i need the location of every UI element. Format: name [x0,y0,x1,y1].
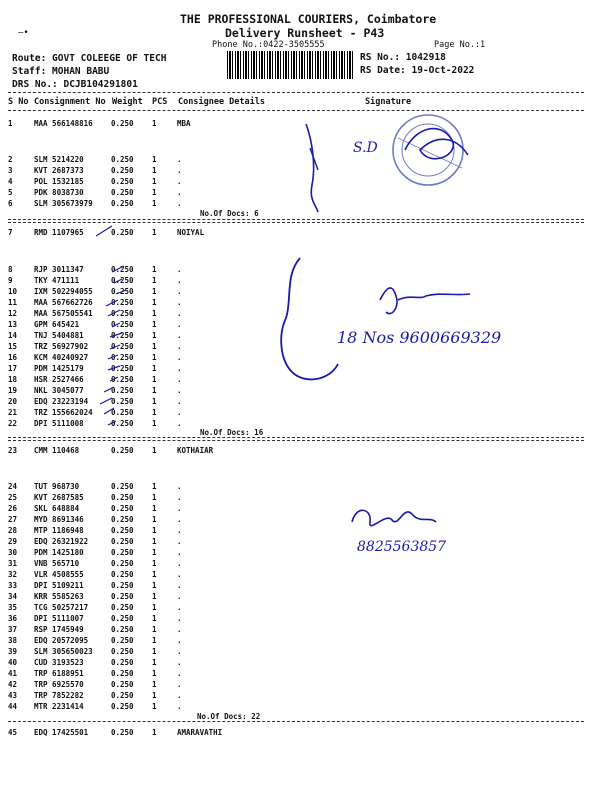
table-cell: 0.250 [111,603,134,612]
table-cell: 21 [8,408,18,417]
table-cell: 1 [152,408,157,417]
table-cell: 6 [8,199,13,208]
table-cell: 45 [8,728,18,737]
table-cell: . [177,276,182,285]
table-cell: . [177,669,182,678]
table-cell: . [177,647,182,656]
table-cell: 1 [152,119,157,128]
drs-number: DRS No.: DCJB104291801 [12,79,138,90]
table-cell: 1 [152,309,157,318]
docs-count: No.Of Docs: 22 [197,712,261,721]
table-cell: 1 [152,680,157,689]
table-cell: 0.250 [111,364,134,373]
table-cell: CMM 110468 [34,446,80,455]
table-cell: 20 [8,397,18,406]
table-cell: 18 [8,375,18,384]
table-cell: 0.250 [111,320,134,329]
table-cell: TNJ 5404881 [34,331,84,340]
table-cell: 16 [8,353,18,362]
table-cell: 0.250 [111,397,134,406]
table-cell: MTP 1186948 [34,526,84,535]
table-cell: 39 [8,647,18,656]
docs-count: No.Of Docs: 16 [200,428,264,437]
table-cell: 9 [8,276,13,285]
table-cell: 38 [8,636,18,645]
table-cell: 1 [152,482,157,491]
table-cell: PDM 1425179 [34,364,84,373]
table-cell: 1 [152,548,157,557]
table-cell: 0.250 [111,375,134,384]
table-cell: . [177,364,182,373]
table-cell: 4 [8,177,13,186]
table-cell: 1 [152,199,157,208]
table-cell: 0.250 [111,353,134,362]
table-cell: RJP 3011347 [34,265,84,274]
table-cell: 17 [8,364,18,373]
table-cell: . [177,537,182,546]
table-cell: 25 [8,493,18,502]
table-cell: 41 [8,669,18,678]
signature-scribble [380,288,470,314]
table-cell: MAA 567505541 [34,309,93,318]
tick-marks [96,226,126,425]
table-cell: 1 [152,320,157,329]
table-cell: 24 [8,482,18,491]
table-cell: 0.250 [111,559,134,568]
header-mark-icon: –• [18,28,29,38]
table-cell: 1 [152,504,157,513]
table-cell: 1 [152,636,157,645]
table-cell: . [177,592,182,601]
table-cell: NOIYAL [177,228,205,237]
table-cell: 0.250 [111,570,134,579]
table-cell: 1 [152,287,157,296]
table-cell: 1 [152,537,157,546]
table-cell: . [177,199,182,208]
table-cell: EDQ 20572095 [34,636,89,645]
table-cell: . [177,548,182,557]
table-cell: 13 [8,320,18,329]
col-weight: Weight [112,97,143,107]
table-cell: . [177,680,182,689]
table-cell: 1 [152,177,157,186]
table-cell: 0.250 [111,515,134,524]
col-signature: Signature [365,97,412,107]
table-cell: 1 [152,570,157,579]
table-cell: TRP 7852282 [34,691,84,700]
table-cell: 1 [152,419,157,428]
table-cell: KCM 40240927 [34,353,89,362]
table-cell: MAA 567662726 [34,298,93,307]
table-cell: . [177,636,182,645]
col-sno: S No [8,97,29,107]
table-cell: 0.250 [111,419,134,428]
table-cell: SLM 305673979 [34,199,93,208]
table-cell: 1 [152,188,157,197]
table-cell: SLM 305650023 [34,647,93,656]
table-cell: 14 [8,331,18,340]
table-cell: 0.250 [111,548,134,557]
table-cell: 1 [152,331,157,340]
rs-date: RS Date: 19-Oct-2022 [360,65,475,76]
table-cell: 32 [8,570,18,579]
table-cell: MYD 8691346 [34,515,84,524]
table-cell: 10 [8,287,18,296]
table-cell: RMD 1107965 [34,228,84,237]
table-cell: 31 [8,559,18,568]
table-cell: 30 [8,548,18,557]
handwritten-phone: 8825563857 [357,539,447,555]
table-cell: . [177,353,182,362]
table-cell: TRP 6188951 [34,669,84,678]
table-cell: DPI 5111008 [34,419,84,428]
table-cell: CUD 3193523 [34,658,84,667]
col-consignment: Consignment No [34,97,106,107]
table-cell: 1 [152,728,157,737]
table-cell: 0.250 [111,592,134,601]
table-cell: 12 [8,309,18,318]
table-cell: HSR 2527466 [34,375,84,384]
table-cell: . [177,625,182,634]
bracket-icon [306,124,318,212]
table-cell: 0.250 [111,309,134,318]
table-cell: GPM 645421 [34,320,80,329]
table-cell: 1 [152,515,157,524]
table-cell: 1 [152,625,157,634]
table-cell: . [177,342,182,351]
table-cell: 0.250 [111,155,134,164]
table-cell: SLM 5214220 [34,155,84,164]
table-cell: 0.250 [111,177,134,186]
table-cell: . [177,155,182,164]
table-cell: 0.250 [111,581,134,590]
table-cell: 0.250 [111,702,134,711]
table-cell: EDQ 17425501 [34,728,89,737]
table-cell: 0.250 [111,493,134,502]
table-cell: 0.250 [111,625,134,634]
table-cell: 1 [152,342,157,351]
table-cell: 0.250 [111,658,134,667]
table-cell: 0.250 [111,287,134,296]
table-cell: 1 [152,386,157,395]
table-cell: 1 [152,702,157,711]
table-cell: 0.250 [111,265,134,274]
table-cell: . [177,504,182,513]
table-cell: 0.250 [111,386,134,395]
table-cell: 0.250 [111,408,134,417]
table-cell: 1 [152,446,157,455]
document-title: Delivery Runsheet - P43 [225,26,385,40]
table-cell: SKL 648884 [34,504,80,513]
table-cell: 15 [8,342,18,351]
table-cell: VLR 4508555 [34,570,84,579]
table-cell: 1 [152,276,157,285]
table-cell: NKL 3045077 [34,386,84,395]
table-cell: KOTHAIAR [177,446,214,455]
table-cell: 1 [152,353,157,362]
table-cell: . [177,309,182,318]
col-pcs: PCS [152,97,168,107]
table-cell: . [177,397,182,406]
table-cell: 1 [152,603,157,612]
table-cell: 29 [8,537,18,546]
table-cell: 1 [152,375,157,384]
signature-scribble [352,510,436,525]
table-cell: 1 [8,119,13,128]
table-cell: TCG 50257217 [34,603,89,612]
table-cell: KRR 5585263 [34,592,84,601]
table-cell: 0.250 [111,669,134,678]
table-cell: 1 [152,658,157,667]
table-cell: TKY 471111 [34,276,80,285]
table-cell: . [177,287,182,296]
table-cell: 22 [8,419,18,428]
table-cell: 1 [152,228,157,237]
handwritten-note-sd: S.D [353,140,378,156]
table-cell: 1 [152,493,157,502]
table-cell: KVT 2687373 [34,166,84,175]
table-cell: TUT 968730 [34,482,80,491]
table-cell: . [177,386,182,395]
table-cell: 43 [8,691,18,700]
table-cell: 0.250 [111,331,134,340]
table-cell: 0.250 [111,691,134,700]
table-cell: . [177,614,182,623]
table-cell: 1 [152,166,157,175]
table-cell: 1 [152,614,157,623]
table-cell: 0.250 [111,199,134,208]
table-cell: AMARAVATHI [177,728,223,737]
table-cell: 42 [8,680,18,689]
table-cell: 1 [152,155,157,164]
table-cell: TRP 6925570 [34,680,84,689]
table-cell: . [177,166,182,175]
table-cell: 0.250 [111,446,134,455]
route: Route: GOVT COLEEGE OF TECH [12,53,167,64]
table-cell: 11 [8,298,18,307]
table-cell: 44 [8,702,18,711]
phone-number: Phone No.:0422-3505555 [212,40,325,50]
table-cell: 37 [8,625,18,634]
table-cell: . [177,570,182,579]
table-cell: 0.250 [111,537,134,546]
table-cell: 27 [8,515,18,524]
table-cell: . [177,515,182,524]
table-cell: 40 [8,658,18,667]
table-cell: PDK 8038730 [34,188,84,197]
table-cell: 0.250 [111,119,134,128]
rs-number: RS No.: 1042918 [360,52,446,63]
table-cell: VNB 565710 [34,559,80,568]
table-cell: . [177,188,182,197]
table-cell: 0.250 [111,728,134,737]
table-cell: 0.250 [111,680,134,689]
table-cell: . [177,298,182,307]
table-cell: 0.250 [111,482,134,491]
table-cell: 5 [8,188,13,197]
table-cell: 0.250 [111,188,134,197]
table-cell: 1 [152,592,157,601]
brace-icon [281,258,338,379]
table-cell: 1 [152,298,157,307]
company-name: THE PROFESSIONAL COURIERS, Coimbatore [180,12,437,26]
table-cell: DPI 5111007 [34,614,84,623]
table-cell: 19 [8,386,18,395]
table-cell: . [177,177,182,186]
table-cell: . [177,581,182,590]
table-cell: MBA [177,119,191,128]
table-cell: MTR 2231414 [34,702,84,711]
table-cell: EDQ 23223194 [34,397,89,406]
table-cell: 1 [152,397,157,406]
table-cell: . [177,320,182,329]
table-cell: . [177,408,182,417]
table-cell: 8 [8,265,13,274]
table-cell: 28 [8,526,18,535]
table-cell: 0.250 [111,342,134,351]
table-cell: . [177,691,182,700]
table-cell: . [177,419,182,428]
docs-count: No.Of Docs: 6 [200,209,259,218]
table-cell: 26 [8,504,18,513]
table-cell: 0.250 [111,526,134,535]
table-cell: TRZ 155662024 [34,408,93,417]
table-cell: 0.250 [111,647,134,656]
table-cell: . [177,559,182,568]
table-cell: 0.250 [111,504,134,513]
table-cell: 1 [152,669,157,678]
table-cell: 7 [8,228,13,237]
table-cell: . [177,658,182,667]
table-cell: MAA 566148816 [34,119,93,128]
table-cell: 0.250 [111,166,134,175]
table-cell: 1 [152,691,157,700]
handwritten-note-count-phone: 18 Nos 9600669329 [337,328,502,347]
table-cell: 0.250 [111,614,134,623]
table-cell: . [177,526,182,535]
table-cell: 2 [8,155,13,164]
table-cell: EDQ 26321922 [34,537,89,546]
table-cell: 0.250 [111,636,134,645]
table-cell: DPI 5109211 [34,581,84,590]
table-cell: 1 [152,559,157,568]
table-cell: . [177,482,182,491]
table-cell: 0.250 [111,228,134,237]
table-cell: PDM 1425180 [34,548,84,557]
table-cell: . [177,603,182,612]
table-cell: . [177,375,182,384]
table-cell: 23 [8,446,18,455]
table-cell: 35 [8,603,18,612]
table-cell: 34 [8,592,18,601]
table-cell: 0.250 [111,276,134,285]
table-cell: . [177,265,182,274]
table-cell: 36 [8,614,18,623]
table-cell: . [177,702,182,711]
table-cell: . [177,331,182,340]
table-cell: IXM 502294055 [34,287,93,296]
table-cell: . [177,493,182,502]
table-cell: 1 [152,526,157,535]
table-cell: 1 [152,364,157,373]
table-cell: 1 [152,581,157,590]
table-cell: 33 [8,581,18,590]
table-cell: 1 [152,265,157,274]
table-cell: KVT 2687585 [34,493,84,502]
table-cell: 3 [8,166,13,175]
staff: Staff: MOHAN BABU [12,66,110,77]
table-cell: TRZ 56927902 [34,342,89,351]
col-details: Consignee Details [178,97,265,107]
page-number: Page No.:1 [434,40,486,50]
table-cell: 0.250 [111,298,134,307]
table-cell: 1 [152,647,157,656]
table-cell: POL 1532185 [34,177,84,186]
table-cell: RSP 1745949 [34,625,84,634]
